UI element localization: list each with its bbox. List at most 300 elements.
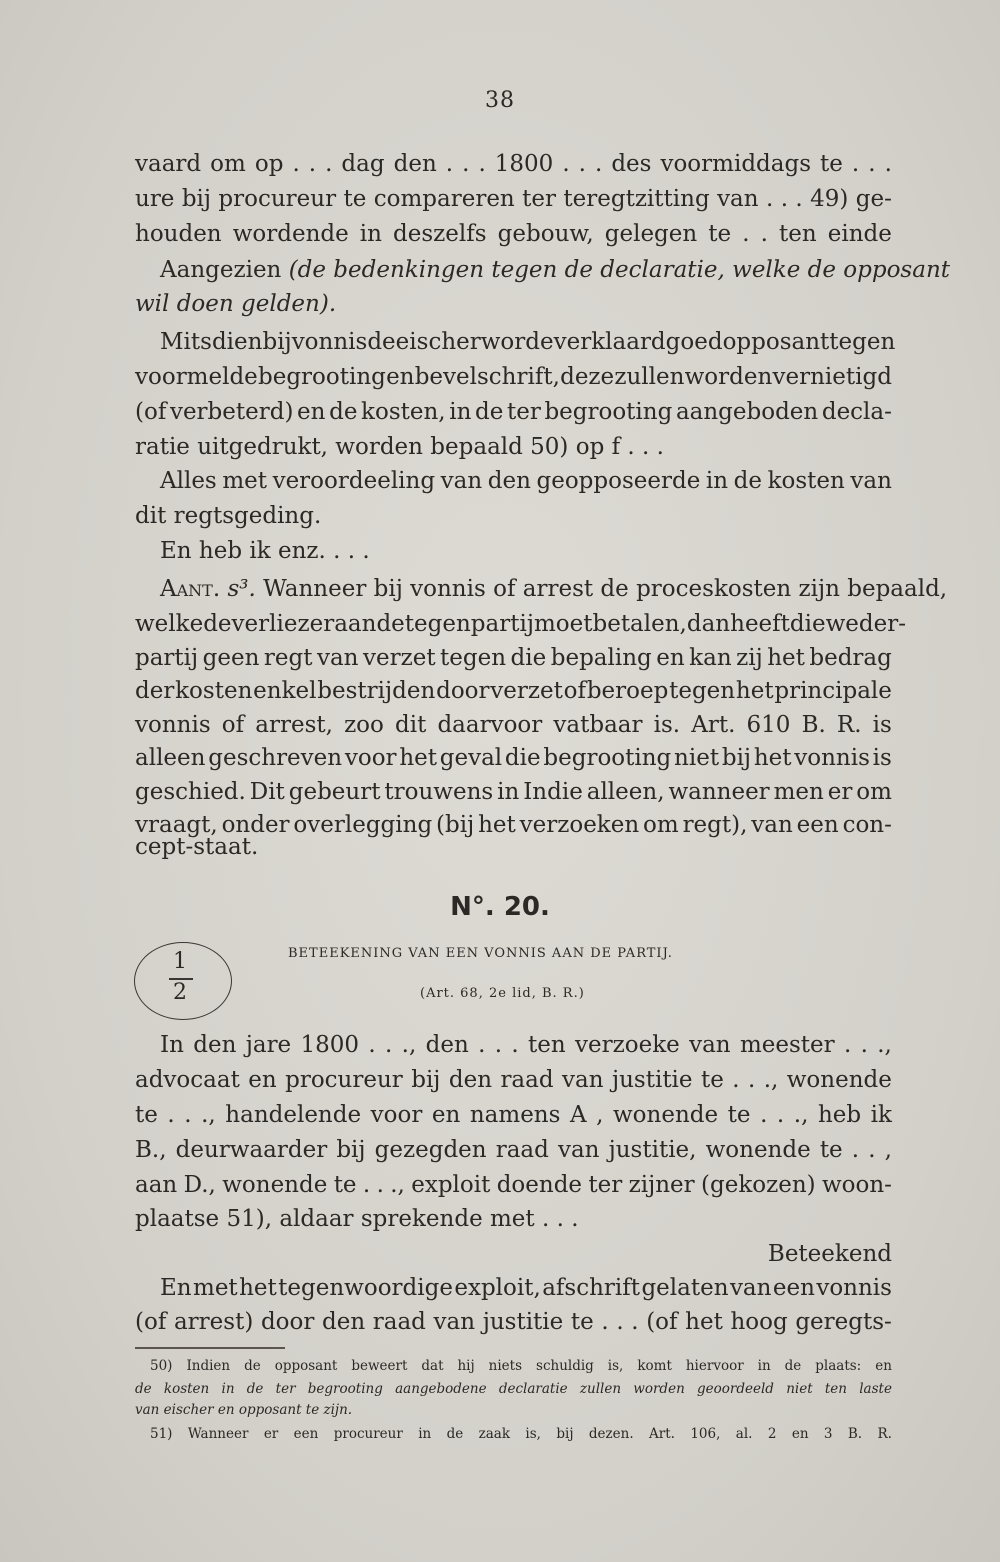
word: exploit, — [454, 1275, 541, 1301]
word: kosten, — [361, 399, 446, 425]
word: vonnis — [135, 711, 211, 738]
word: de — [733, 468, 762, 494]
word: is. — [653, 711, 681, 738]
word: raad — [500, 1067, 554, 1093]
word: einde — [827, 221, 892, 247]
text-line — [135, 675, 892, 707]
word: bevelschrift, — [414, 364, 560, 390]
word: deszelfs — [393, 221, 487, 247]
word: verzet — [490, 678, 563, 704]
word: des — [611, 151, 652, 177]
word: voormiddags — [660, 151, 812, 177]
word: op — [254, 151, 284, 177]
word: worde — [480, 329, 554, 355]
section-subheading: BETEEKENING VAN EEN VONNIS AAN DE PARTIJ. — [288, 946, 673, 961]
aant-text: Wanneer bij vonnis of arrest de proceskosten zijn bepaald, — [263, 576, 948, 602]
word: dezen. — [588, 1426, 634, 1442]
word: verliezer — [231, 611, 335, 637]
word: bij — [262, 329, 292, 355]
word: al. — [735, 1426, 753, 1442]
word: of — [563, 678, 587, 704]
word: 50) — [150, 1358, 173, 1374]
word: compareren — [373, 186, 515, 212]
word: begrooting — [543, 745, 672, 771]
text-line — [160, 1272, 892, 1304]
text-line — [135, 742, 892, 774]
word: bestrijden — [317, 678, 436, 704]
text-line — [160, 465, 892, 497]
aant-ref: s³. — [227, 576, 256, 602]
word: en — [431, 1102, 461, 1128]
word: is — [872, 745, 892, 771]
word: in — [705, 468, 729, 494]
word: ten — [779, 221, 817, 247]
section-heading: N°. 20. — [450, 892, 550, 922]
word: . — [616, 1309, 624, 1335]
word: gebouw, — [497, 221, 594, 247]
word: in — [221, 1381, 235, 1397]
text-line — [135, 642, 892, 674]
word: hij — [457, 1358, 475, 1374]
word: ge- — [855, 186, 892, 212]
word: geen — [202, 644, 260, 671]
word: . — [292, 151, 300, 177]
word: B. — [801, 711, 826, 738]
word: procureur — [333, 1426, 403, 1442]
word: bij — [411, 1067, 441, 1093]
word: verklaard — [553, 329, 666, 355]
word: komt — [637, 1358, 672, 1374]
text-line: En heb ik enz. . . . — [160, 538, 370, 564]
word: zaak — [478, 1426, 511, 1442]
word: procureur — [218, 186, 337, 212]
stamp-numerator: 1 — [173, 949, 187, 974]
word: geregts- — [795, 1309, 892, 1335]
word: . — [884, 151, 892, 177]
word: 1800 — [300, 1032, 360, 1058]
word: aangebodene — [395, 1381, 487, 1397]
word: wordende — [232, 221, 349, 247]
word: . — [868, 151, 876, 177]
word: ter — [275, 1381, 296, 1397]
word: aan — [334, 611, 377, 637]
aangezien-line — [160, 254, 951, 286]
word: . — [795, 186, 803, 212]
word: . — [478, 151, 486, 177]
word: bij — [721, 745, 752, 771]
footnote-51 — [150, 1424, 892, 1445]
text-line-last: dit regtsgeding. — [135, 503, 322, 529]
word: teregtzitting — [563, 186, 710, 212]
word: justitie — [482, 1309, 564, 1335]
word: zullen — [614, 364, 685, 390]
word: bepaling — [550, 644, 652, 671]
word: 3 — [823, 1426, 833, 1442]
word: 2 — [767, 1426, 777, 1442]
word: den — [487, 468, 531, 494]
word: een — [772, 1275, 815, 1301]
word: hoog — [730, 1309, 788, 1335]
footnote-50 — [150, 1356, 892, 1377]
text-line — [135, 396, 892, 428]
word: te — [570, 1309, 594, 1335]
word: vonnis — [794, 745, 870, 771]
word: raad — [372, 1309, 426, 1335]
word: Indie — [523, 778, 583, 805]
text-line — [135, 1064, 892, 1096]
word: vonnis — [291, 329, 368, 355]
word: regt — [263, 644, 313, 671]
word: de — [446, 1426, 464, 1442]
word: de — [784, 1358, 802, 1374]
word: woon- — [821, 1172, 892, 1198]
word: den — [448, 1067, 493, 1093]
word: voor — [344, 745, 397, 771]
word: of — [221, 711, 245, 738]
word: een — [293, 1426, 319, 1442]
aangezien-italic: (de bedenkingen tegen de declaratie, welke de opposant — [288, 257, 951, 283]
word: aangeboden — [675, 399, 819, 425]
word: voormelde — [135, 364, 258, 390]
word: . — [478, 1032, 486, 1058]
word: (of — [135, 399, 167, 425]
word: jare — [245, 1032, 292, 1058]
word: 610 — [746, 711, 791, 738]
text-line-last: ratie uitgedrukt, worden bepaald 50) op f . . . — [135, 434, 664, 460]
word: tegenpartij — [404, 611, 534, 637]
word: Art. — [691, 711, 736, 738]
word: . — [780, 186, 788, 212]
word: en — [875, 1358, 892, 1374]
word: om — [643, 812, 679, 838]
aangezien-word: Aangezien — [160, 257, 282, 283]
word: wanneer — [668, 778, 770, 805]
word: wonende — [705, 1137, 811, 1163]
word: geschied. — [135, 778, 246, 805]
word: B. — [847, 1426, 863, 1442]
word: . — [445, 151, 454, 177]
word: principale — [774, 678, 892, 704]
word: . — [594, 151, 603, 177]
word: de — [203, 611, 232, 637]
word: 51) — [150, 1426, 173, 1442]
word: . — [184, 1102, 192, 1128]
word: hiervoor — [685, 1358, 744, 1374]
beteekend-word: Beteekend — [767, 1241, 892, 1267]
word: ik — [870, 1102, 892, 1128]
word: te — [135, 1102, 158, 1128]
word: kan — [689, 644, 732, 671]
word: . — [368, 1032, 376, 1058]
word: met — [193, 1275, 238, 1301]
word: geval — [439, 745, 503, 771]
word: . — [362, 1172, 371, 1198]
word: en — [248, 1067, 277, 1093]
word: van — [850, 468, 892, 494]
word: gebeurt — [288, 778, 381, 805]
text-line — [135, 608, 907, 640]
stamp-duty-circle — [134, 942, 232, 1020]
word: het — [753, 745, 792, 771]
word: R. — [836, 711, 862, 738]
text-line-last: plaatse 51), aldaar sprekende met . . . — [135, 1206, 579, 1232]
word: de — [246, 1381, 264, 1397]
beteekend-line — [135, 1238, 892, 1270]
word: tegen — [829, 329, 896, 355]
word: ure — [135, 186, 175, 212]
word: begrooting — [307, 1381, 383, 1397]
section-reference: (Art. 68, 2e lid, B. R.) — [420, 986, 585, 1001]
word: advocaat — [135, 1067, 240, 1093]
word: te — [333, 1172, 357, 1198]
text-line — [135, 776, 892, 808]
word: en — [386, 364, 415, 390]
word: tegen — [669, 678, 736, 704]
word: zoo — [344, 711, 384, 738]
word: arrest) — [173, 1309, 254, 1335]
word: om — [210, 151, 246, 177]
word: deurwaarder — [175, 1137, 328, 1163]
word: . — [631, 1309, 639, 1335]
word: B., — [135, 1137, 167, 1163]
text-line — [135, 218, 892, 250]
word: van — [433, 1309, 476, 1335]
word: het — [685, 1309, 723, 1335]
word: moet — [533, 611, 593, 637]
word: dag — [341, 151, 385, 177]
word: het — [478, 812, 516, 838]
word: meester — [739, 1032, 835, 1058]
word: regt), — [682, 812, 748, 838]
aangezien-cont: wil doen gelden). — [135, 291, 337, 317]
word: die — [510, 644, 547, 671]
word: . — [601, 1309, 609, 1335]
word: vonnis — [816, 1275, 892, 1301]
word: geoordeeld — [697, 1381, 774, 1397]
word: procureur — [285, 1067, 403, 1093]
word: partij — [135, 644, 199, 671]
word: afschrift — [542, 1275, 641, 1301]
word: begrooting — [544, 399, 673, 425]
word: A — [569, 1102, 587, 1128]
word: van — [562, 1067, 604, 1093]
text-line — [135, 183, 892, 215]
word: aan — [135, 1172, 178, 1198]
word: Indien — [186, 1358, 231, 1374]
word: van — [316, 644, 359, 671]
word: houden — [135, 221, 222, 247]
word: ten — [824, 1381, 847, 1397]
aant-label: Aant. — [160, 576, 221, 602]
word: . — [765, 186, 774, 212]
word: geopposeerde — [536, 468, 701, 494]
word: wonende — [222, 1172, 328, 1198]
word: ter — [588, 1172, 623, 1198]
text-line — [160, 1029, 892, 1061]
word: met — [222, 468, 267, 494]
word: raad — [495, 1137, 549, 1163]
word: te — [727, 1102, 751, 1128]
word: gelaten — [641, 1275, 729, 1301]
word: . — [742, 221, 750, 247]
word: die — [504, 745, 541, 771]
word: . — [167, 1102, 175, 1128]
word: in — [359, 221, 382, 247]
word: bij — [336, 1137, 366, 1163]
word: . — [376, 1172, 384, 1198]
word: den — [393, 151, 437, 177]
word: ., — [401, 1032, 417, 1058]
word: te — [820, 151, 843, 177]
word: enkel — [253, 678, 317, 704]
word: . — [747, 1067, 756, 1093]
text-line — [135, 1306, 892, 1338]
word: bedrag — [809, 644, 892, 671]
word: begrooting — [257, 364, 386, 390]
word: kosten — [163, 1381, 210, 1397]
word: Art. — [649, 1426, 675, 1442]
word: handelende — [225, 1102, 362, 1128]
word: is — [872, 711, 892, 738]
word: kosten — [767, 468, 845, 494]
word: justitie — [611, 1067, 693, 1093]
word: vernietigd — [772, 364, 892, 390]
word: geschreven — [208, 745, 343, 771]
stamp-denominator: 2 — [173, 980, 187, 1005]
word: con- — [842, 812, 892, 838]
word: D., — [183, 1172, 216, 1198]
text-line — [135, 709, 892, 741]
word: dan — [686, 611, 731, 637]
word: van — [751, 812, 793, 838]
word: 1800 — [494, 151, 554, 177]
footnote-rule — [135, 1347, 285, 1349]
word: voor — [370, 1102, 423, 1128]
word: opposant — [722, 329, 830, 355]
word: opposant — [274, 1358, 338, 1374]
word: onder — [221, 812, 290, 838]
word: justitie, — [608, 1137, 697, 1163]
word: . — [843, 1032, 852, 1058]
word: en — [656, 644, 685, 671]
word: decla- — [821, 399, 892, 425]
text-line — [135, 148, 892, 180]
word: betalen, — [592, 611, 687, 637]
word: verzet — [362, 644, 436, 671]
word: in — [757, 1358, 771, 1374]
footnote-50-end: van eischer en opposant te zijn. — [135, 1402, 353, 1418]
word: . — [851, 1137, 860, 1163]
word: vatbaar — [553, 711, 643, 738]
word: . — [760, 1102, 768, 1128]
word: van — [729, 1275, 772, 1301]
word: heeft — [730, 611, 790, 637]
word: (bij — [436, 812, 475, 838]
word: weder- — [825, 611, 907, 637]
word: te — [343, 186, 367, 212]
word: . — [325, 151, 333, 177]
word: . — [860, 1032, 868, 1058]
word: alleen — [135, 745, 206, 771]
word: vraagt, — [135, 812, 218, 838]
word: de — [135, 1381, 152, 1397]
word: te — [700, 1067, 724, 1093]
word: Mitsdien — [160, 329, 263, 355]
word: 49) — [810, 186, 849, 212]
word: R. — [877, 1426, 892, 1442]
word: om — [856, 778, 892, 805]
word: ., — [877, 1032, 892, 1058]
word: de — [376, 611, 405, 637]
word: . — [511, 1032, 519, 1058]
word: trouwens — [384, 778, 494, 805]
word: die — [789, 611, 826, 637]
word: kosten — [175, 678, 253, 704]
word: worden — [684, 364, 773, 390]
word: . — [851, 151, 860, 177]
word: vaard — [135, 151, 202, 177]
word: het — [399, 745, 437, 771]
word: . — [385, 1032, 393, 1058]
word: men — [773, 778, 824, 805]
word: worden — [633, 1381, 685, 1397]
word: . — [732, 1067, 740, 1093]
word: van — [717, 186, 759, 212]
word: Alles — [160, 468, 217, 494]
word: eischer — [395, 329, 481, 355]
word: wonende — [786, 1067, 892, 1093]
word: . — [562, 151, 570, 177]
word: schuldig — [536, 1358, 594, 1374]
word: bij — [181, 186, 212, 212]
text-line-last: cept-staat. — [135, 834, 259, 860]
word: daarvoor — [437, 711, 543, 738]
word: veroordeeling — [272, 468, 436, 494]
word: plaats: — [815, 1358, 862, 1374]
word: beroep — [586, 678, 669, 704]
word: zullen — [579, 1381, 622, 1397]
word: den — [321, 1309, 366, 1335]
word: in — [497, 778, 520, 805]
word: een — [796, 812, 839, 838]
word: van — [557, 1137, 600, 1163]
word: heb — [817, 1102, 862, 1128]
word: (gekozen) — [701, 1172, 816, 1198]
word: tegenwoordige — [278, 1275, 453, 1301]
word: exploit — [411, 1172, 491, 1198]
word: en — [791, 1426, 809, 1442]
word: de — [367, 329, 396, 355]
word: in — [418, 1426, 432, 1442]
word: en — [297, 399, 326, 425]
word: is, — [525, 1426, 541, 1442]
word: (of — [646, 1309, 678, 1335]
word: ., — [201, 1102, 216, 1128]
word: dit — [395, 711, 427, 738]
word: het — [735, 678, 774, 704]
page-number: 38 — [485, 88, 515, 113]
aant-first-line — [160, 573, 948, 605]
word: ter — [506, 399, 541, 425]
text-line — [135, 361, 892, 393]
word: niets — [488, 1358, 523, 1374]
word: goed — [665, 329, 723, 355]
text-line — [135, 1169, 892, 1201]
word: zijner — [628, 1172, 695, 1198]
word: den — [425, 1032, 469, 1058]
word: Wanneer — [187, 1426, 249, 1442]
word: alleen, — [586, 778, 665, 805]
